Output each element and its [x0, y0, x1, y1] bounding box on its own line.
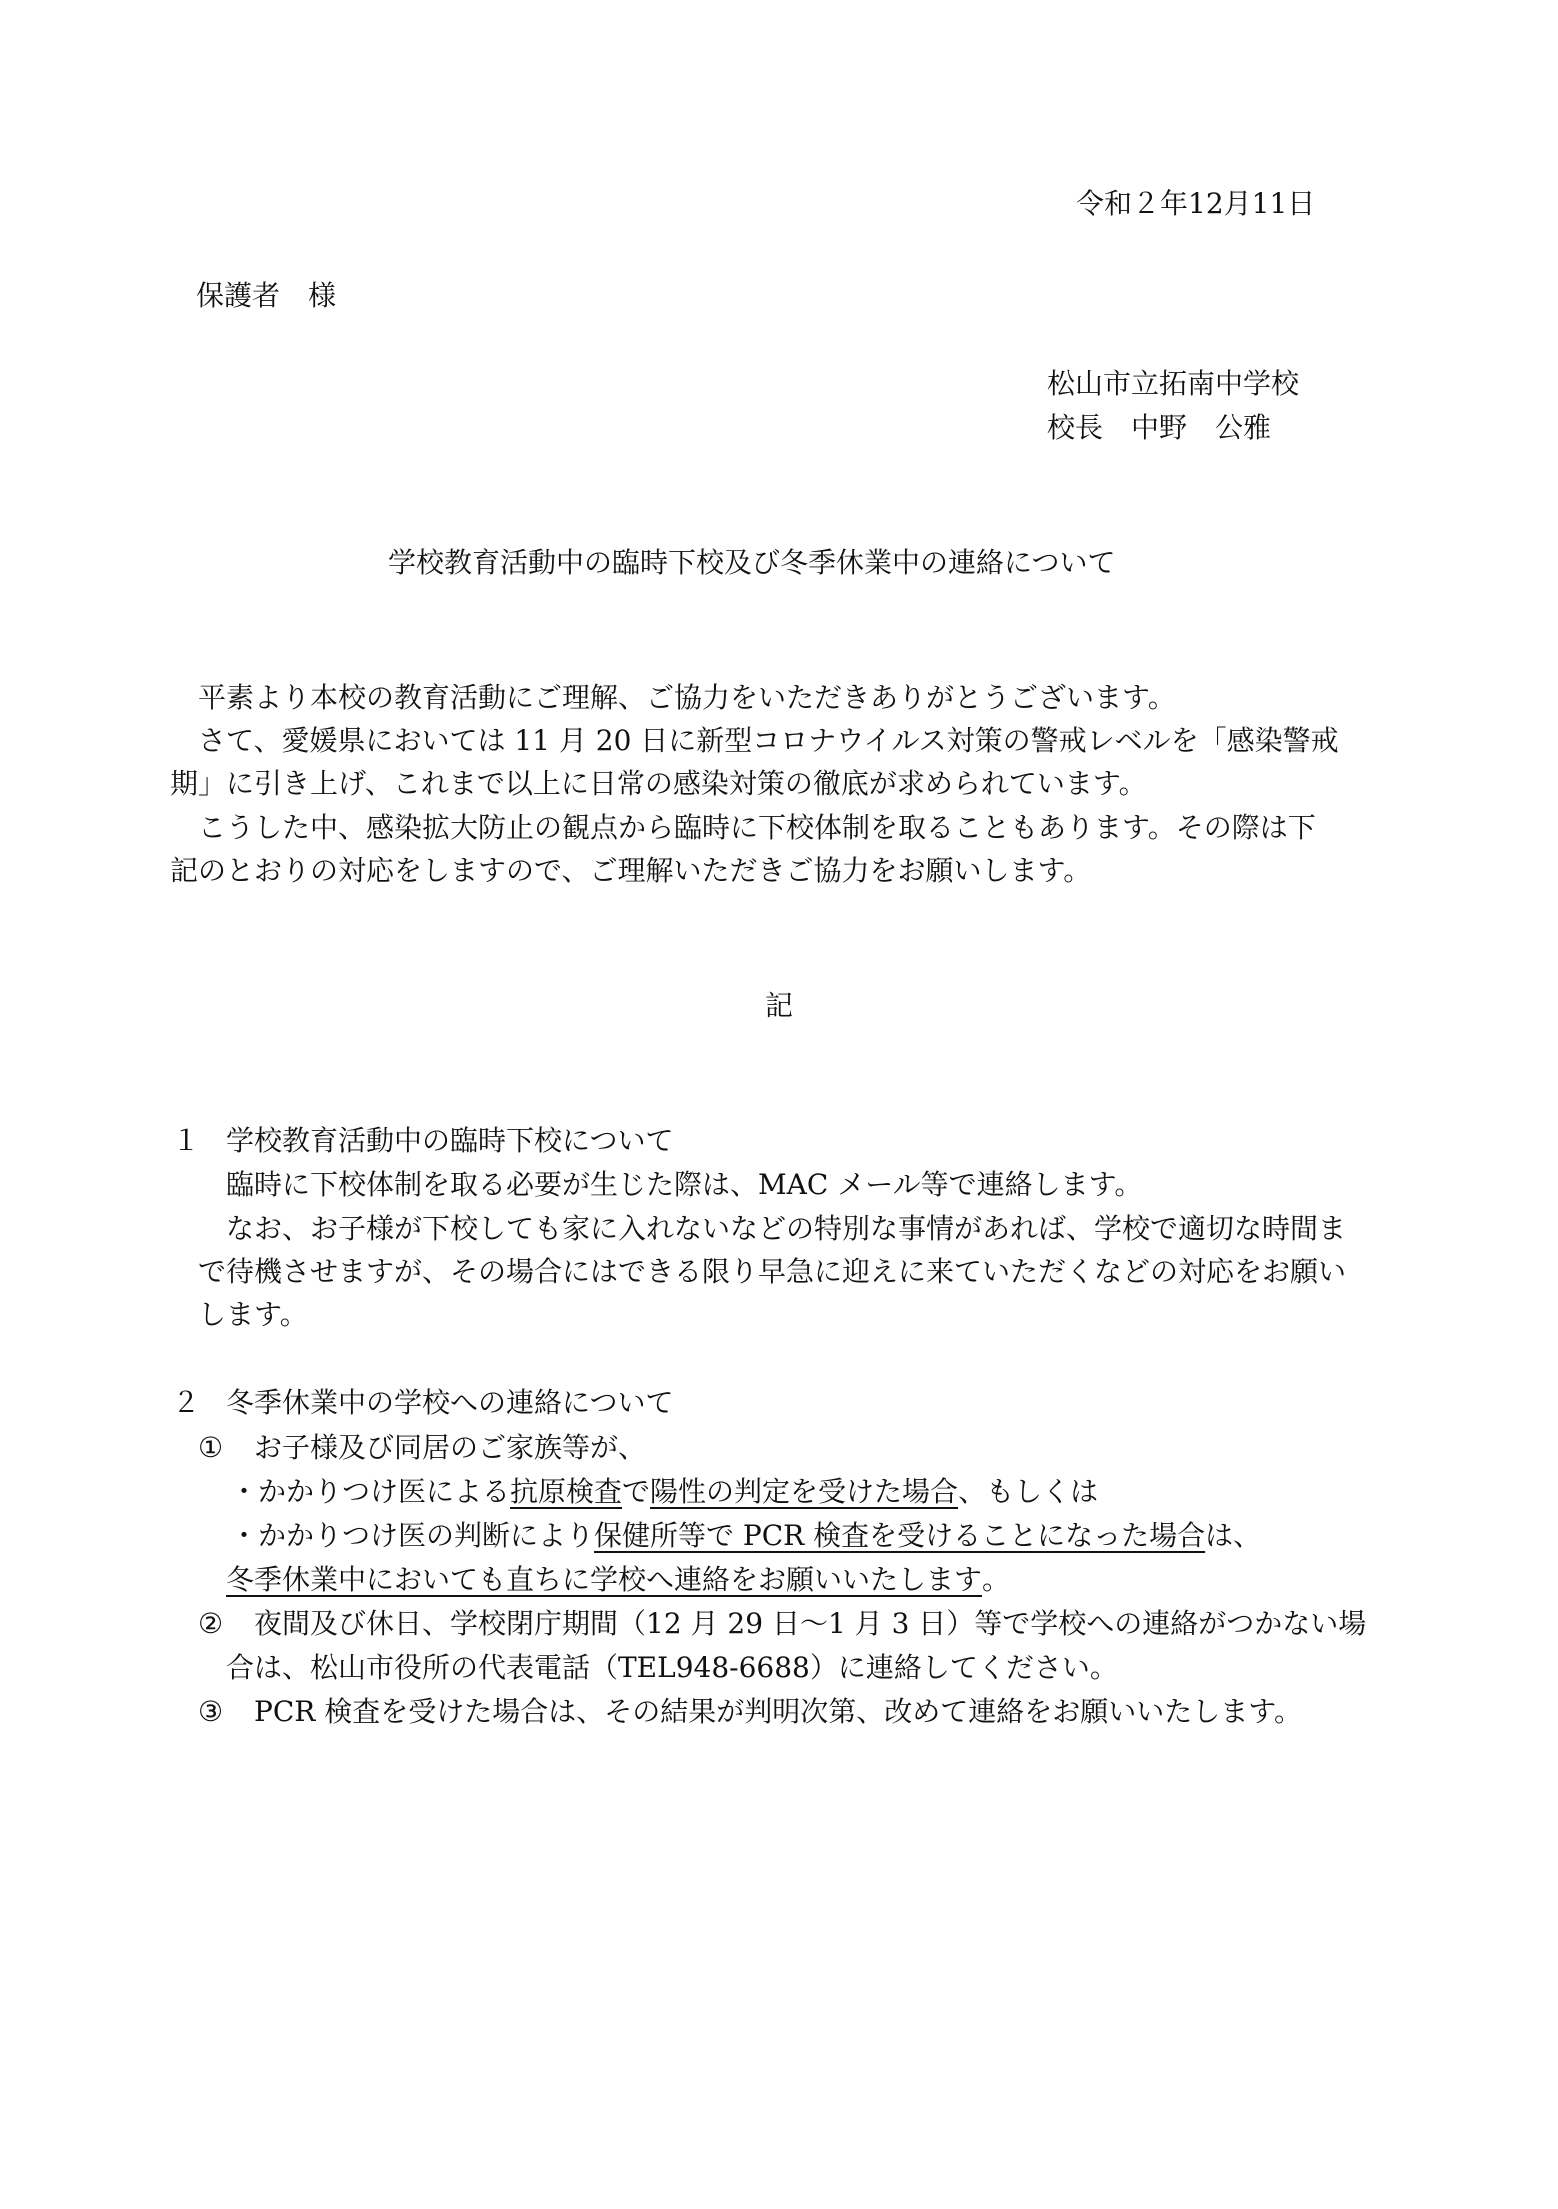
item-2-line-1: 夜間及び休日、学校閉庁期間（12 月 29 日～1 月 3 日）等で学校への連絡がつかない場 — [254, 1607, 1367, 1640]
item-1-bullet-2 — [230, 1518, 1261, 1554]
sender-school: 松山市立拓南中学校 — [1047, 367, 1300, 400]
ki-marker: 記 — [765, 989, 794, 1022]
item-3-text: PCR 検査を受けた場合は、その結果が判明次第、改めて連絡をお願いいたします。 — [254, 1695, 1303, 1728]
intro-line-5: 記のとおりの対応をしますので、ご理解いただきご協力をお願いします。 — [170, 854, 1092, 887]
item-2-marker: ② — [198, 1607, 224, 1640]
underlined-positive-result: 陽性の判定を受けた場合 — [650, 1475, 959, 1508]
item-1-text: お子様及び同居のご家族等が、 — [254, 1431, 647, 1464]
section-1-line-2: なお、お子様が下校しても家に入れないなどの特別な事情があれば、学校で適切な時間ま — [226, 1212, 1347, 1245]
section-1-line-3: で待機させますが、その場合にはできる限り早急に迎えに来ていただくなどの対応をお願い — [198, 1255, 1347, 1288]
underlined-pcr-test: 保健所等で PCR 検査を受けることになった場合 — [594, 1519, 1206, 1552]
bullet-2-prefix: ・かかりつけ医の判断により — [230, 1519, 595, 1552]
item-1-bullet-1 — [230, 1474, 1098, 1510]
section-1-heading: 学校教育活動中の臨時下校について — [226, 1124, 674, 1157]
bullet-2-suffix: は、 — [1205, 1519, 1262, 1552]
document-title: 学校教育活動中の臨時下校及び冬季休業中の連絡について — [388, 546, 1116, 579]
conclusion-suffix: 。 — [982, 1563, 1011, 1596]
bullet-1-prefix: ・かかりつけ医による — [230, 1475, 511, 1508]
intro-line-4: こうした中、感染拡大防止の観点から臨時に下校体制を取ることもあります。その際は下 — [198, 811, 1316, 844]
section-2-heading: 冬季休業中の学校への連絡について — [226, 1386, 674, 1419]
item-1-marker: ① — [198, 1431, 224, 1464]
bullet-1-mid: で — [622, 1475, 651, 1508]
item-3-marker: ③ — [198, 1695, 224, 1728]
item-1-conclusion — [226, 1562, 1010, 1598]
recipient: 保護者 様 — [196, 279, 337, 312]
item-2-line-2: 合は、松山市役所の代表電話（TEL948-6688）に連絡してください。 — [226, 1651, 1118, 1684]
underlined-contact-request: 冬季休業中においても直ちに学校へ連絡をお願いいたします — [226, 1563, 983, 1596]
intro-line-2: さて、愛媛県においては 11 月 20 日に新型コロナウイルス対策の警戒レベルを「感染警戒 — [198, 724, 1339, 757]
intro-line-1: 平素より本校の教育活動にご理解、ご協力をいただきありがとうございます。 — [198, 681, 1176, 714]
underlined-antigen-test: 抗原検査 — [510, 1475, 623, 1508]
section-1-number: １ — [172, 1124, 201, 1157]
section-1-line-1: 臨時に下校体制を取る必要が生じた際は、MAC メール等で連絡します。 — [226, 1168, 1143, 1201]
section-1-line-4: します。 — [198, 1298, 308, 1331]
section-2-number: ２ — [172, 1386, 201, 1419]
intro-line-3: 期」に引き上げ、これまで以上に日常の感染対策の徹底が求められています。 — [170, 767, 1147, 800]
document-date: 令和２年12月11日 — [1076, 187, 1316, 220]
sender-principal: 校長 中野 公雅 — [1047, 411, 1272, 444]
bullet-1-suffix: 、もしくは — [958, 1475, 1099, 1508]
